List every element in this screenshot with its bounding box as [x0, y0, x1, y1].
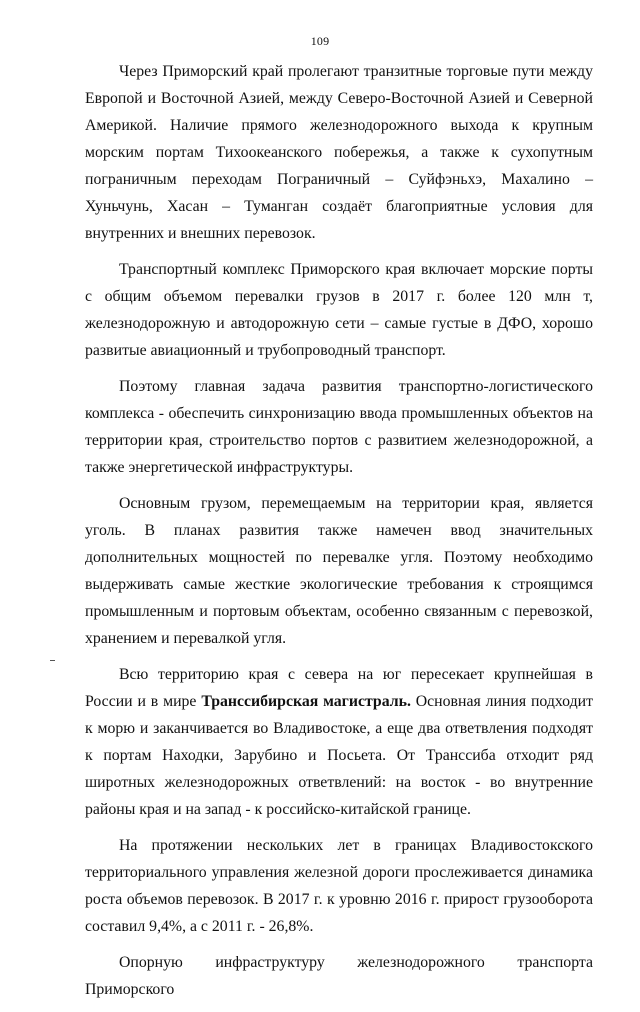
page-number: 109	[310, 34, 330, 48]
paragraph-coal-cargo: Основным грузом, перемещаемым на территории края, является уголь. В планах развития также намечен ввод значительных дополнительных мощностей по перевалке угля. Поэтому необходимо выдерживать самые жесткие экологические требования к строящимся промышленным и портовым объектам, особенно связанным с перевозкой, хранением и перевалкой угля.	[85, 495, 593, 647]
paragraph-freight-growth: На протяжении нескольких лет в границах Владивостокского территориального управления железной дороги прослеживается динамика роста объемов перевозок. В 2017 г. к уровню 2016 г. прирост грузооборота составил 9,4%, а с 2011 г. - 26,8%.	[85, 837, 593, 935]
paragraph-railway-infrastructure: Опорную инфраструктуру железнодорожного транспорта Приморского	[85, 954, 593, 998]
paragraph-main-task: Поэтому главная задача развития транспортно-логистического комплекса - обеспечить синхронизацию ввода промышленных объектов на территории края, строительство портов с развитием железнодорожной, а также энергетической инфраструктуры.	[85, 378, 593, 476]
transsib-highlight: Транссибирская магистраль.	[201, 693, 411, 710]
margin-mark	[50, 660, 55, 661]
paragraph-transport-complex: Транспортный комплекс Приморского края включает морские порты с общим объемом перевалки грузов в 2017 г. более 120 млн т, железнодорожную и автодорожную сети – самые густые в ДФО, хорошо развитые авиационный и трубопроводный транспорт.	[85, 261, 593, 359]
transsib-text-after: Основная линия подходит к морю и заканчивается во Владивостоке, а еще два ответвления подходят к портам Находки, Зарубино и Посьета. От Транссиба отходит ряд широтных железнодорожных ответвлений: на восток - во внутренние районы края и на запад - к российско-китайской границе.	[85, 693, 594, 818]
document-body	[85, 58, 593, 1012]
paragraph-transsib	[85, 661, 593, 823]
paragraph-transit-routes: Через Приморский край пролегают транзитные торговые пути между Европой и Восточной Азией, между Северо-Восточной Азией и Северной Америкой. Наличие прямого железнодорожного выхода к крупным морским портам Тихоокеанского побережья, а также к сухопутным пограничным переходам Пограничный – Суйфэньхэ, Махалино – Хуньчунь, Хасан – Туманган создаёт благоприятные условия для внутренних и внешних перевозок.	[85, 63, 593, 242]
transsib-text-before: Всю территорию края с севера на юг пересекает крупнейшая в России и в мире	[85, 666, 593, 710]
